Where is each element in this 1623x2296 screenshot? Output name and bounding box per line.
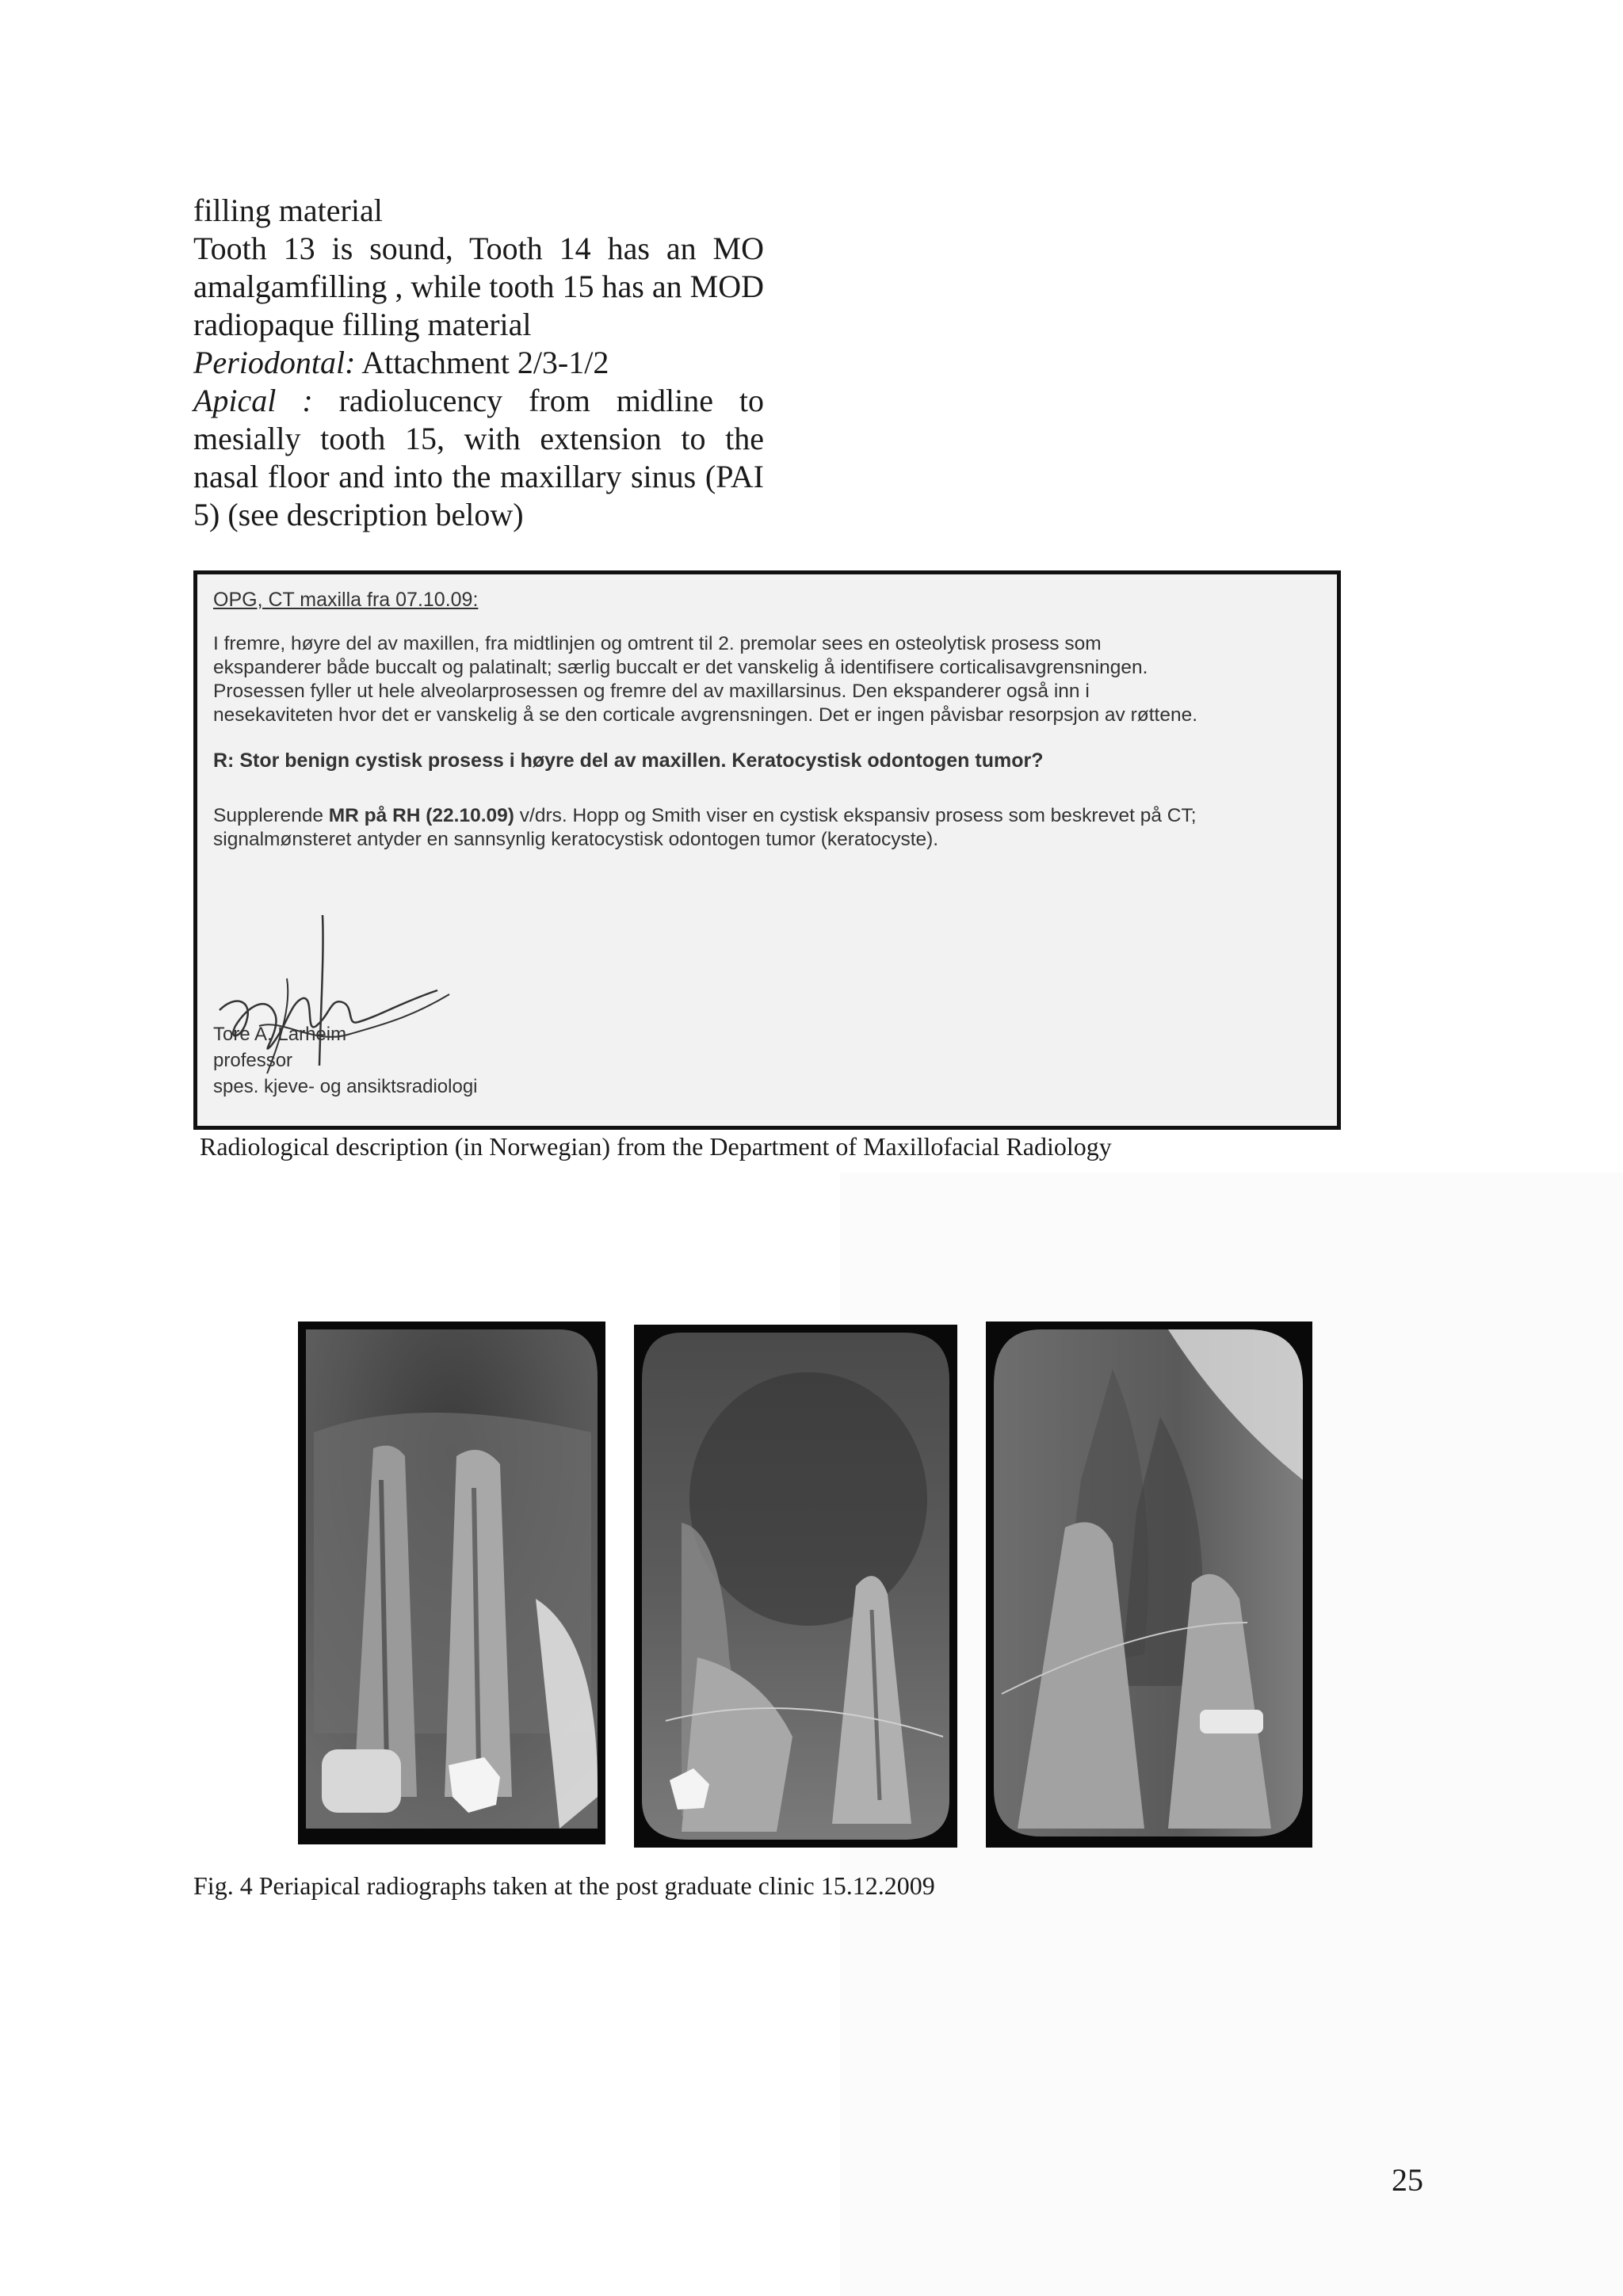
intro-paragraph-apical (193, 382, 764, 534)
supplement-text: v/drs. Hopp og Smith viser en cystisk ekspansiv prosess som beskrevet på CT; (514, 805, 1197, 826)
periodontal-label: Periodontal: (193, 345, 356, 380)
supplement-prefix: Supplerende (213, 805, 329, 826)
signature-department: spes. kjeve- og ansiktsradiologi (213, 1076, 478, 1097)
report-caption: Radiological description (in Norwegian) from the Department of Maxillofacial Radiology (200, 1132, 1112, 1161)
intro-text-column (193, 192, 764, 534)
report-body-line: nesekaviteten hvor det er vanskelig å se den corticale avgrensningen. Det er ingen påvisbar resorpsjon av røttene. (213, 704, 1198, 726)
report-body-line: ekspanderer både buccalt og palatinalt; særlig buccalt er det vanskelig å identifisere corticalisavgrensningen. (213, 657, 1148, 678)
report-text-block (213, 589, 1321, 852)
report-conclusion: R: Stor benign cystisk prosess i høyre del av maxillen. Keratocystisk odontogen tumor? (213, 749, 1044, 772)
intro-line-filling-material: filling material (193, 193, 383, 228)
intro-paragraph-periodontal (193, 344, 764, 382)
report-supplement-line-2: signalmønsteret antyder en sannsynlig keratocystisk odontogen tumor (keratocyste). (213, 829, 939, 850)
figure-caption: Fig. 4 Periapical radiographs taken at the post graduate clinic 15.12.2009 (193, 1871, 935, 1900)
periapical-radiograph-2 (634, 1325, 957, 1848)
signature-title: professor (213, 1050, 293, 1071)
page-number: 25 (1392, 2162, 1423, 2198)
apical-value: radiolucency from midline to mesially tooth 15, with extension to the nasal floor and into the maxillary sinus (PAI 5) (see description below) (193, 383, 765, 532)
intro-paragraph-teeth: Tooth 13 is sound, Tooth 14 has an MO amalgamfilling , while tooth 15 has an MOD radiopaque filling material (193, 231, 764, 342)
apical-label: Apical : (193, 383, 313, 418)
report-supplement-line-1 (213, 804, 1321, 828)
report-header: OPG, CT maxilla fra 07.10.09: (213, 589, 479, 611)
signature-name: Tore A. Larheim (213, 1024, 347, 1045)
radiology-report-scan (193, 570, 1341, 1130)
periapical-radiograph-1 (298, 1322, 605, 1844)
supplement-mr-reference: MR på RH (22.10.09) (328, 805, 514, 826)
report-body-line: Prosessen fyller ut hele alveolarprosessen og fremre del av maxillarsinus. Den ekspanderer også inn i (213, 681, 1090, 702)
periapical-radiograph-3 (986, 1322, 1312, 1848)
periodontal-value: Attachment 2/3-1/2 (355, 345, 609, 380)
report-body-line: I fremre, høyre del av maxillen, fra midtlinjen og omtrent til 2. premolar sees en osteolytisk prosess som (213, 633, 1102, 654)
report-signature-block (213, 1021, 478, 1100)
